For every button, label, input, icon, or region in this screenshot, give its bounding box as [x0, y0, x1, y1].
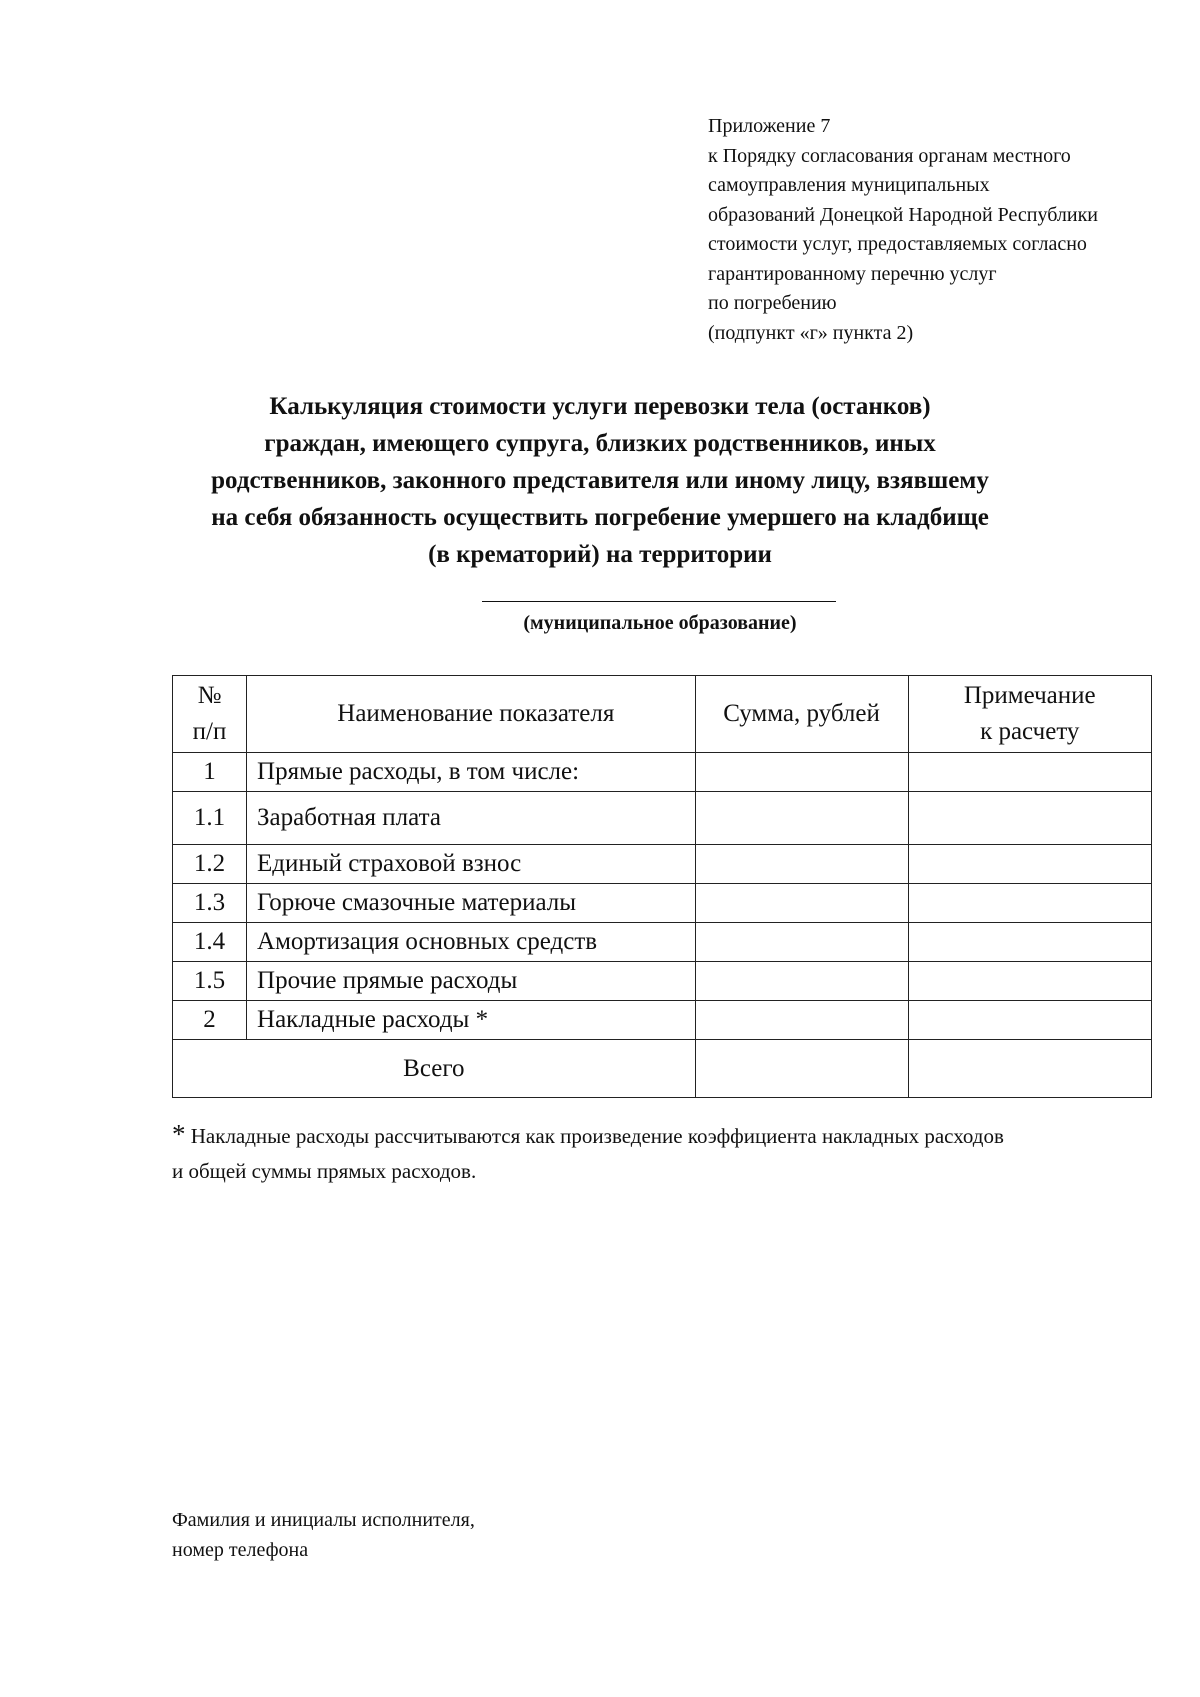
row-note-cell	[908, 792, 1152, 845]
header-name: Наименование показателя	[247, 676, 696, 753]
row-sum-cell	[695, 884, 908, 923]
header-number-line: п/п	[192, 718, 227, 745]
row-note-cell	[908, 884, 1152, 923]
row-name: Амортизация основных средств	[247, 923, 696, 962]
row-name: Заработная плата	[247, 792, 696, 845]
row-name: Прямые расходы, в том числе:	[247, 753, 696, 792]
executor-signature-block	[172, 1505, 475, 1565]
row-number: 1.4	[173, 923, 247, 962]
table-row	[173, 753, 1152, 792]
header-sum: Сумма, рублей	[695, 676, 908, 753]
row-sum-cell	[695, 923, 908, 962]
appendix-line: стоимости услуг, предоставляемых согласно	[708, 233, 1087, 255]
appendix-line: (подпункт «г» пункта 2)	[708, 321, 914, 344]
table-total-row	[173, 1040, 1152, 1098]
row-note-cell	[908, 753, 1152, 792]
table-row	[173, 962, 1152, 1001]
row-number: 1.5	[173, 962, 247, 1001]
appendix-line: к Порядку согласования органам местного	[708, 144, 1071, 167]
calculation-table	[172, 675, 1152, 1098]
document-title	[150, 388, 1050, 573]
row-name: Единый страховой взнос	[247, 845, 696, 884]
appendix-line: по погребению	[708, 292, 837, 314]
header-note-line: Примечание	[963, 682, 1096, 709]
row-sum-cell	[695, 845, 908, 884]
title-line: родственников, законного представителя или иному лицу, взявшему	[211, 467, 989, 494]
total-sum-cell	[695, 1040, 908, 1098]
appendix-line: Приложение 7	[708, 115, 831, 137]
header-number-line: №	[197, 682, 222, 709]
municipality-caption: (муниципальное образование)	[523, 612, 797, 634]
appendix-line: самоуправления муниципальных	[708, 174, 990, 196]
row-name: Накладные расходы *	[247, 1001, 696, 1040]
table-row	[173, 792, 1152, 845]
table-row	[173, 923, 1152, 962]
footnote-line: и общей суммы прямых расходов.	[172, 1159, 477, 1183]
row-sum-cell	[695, 792, 908, 845]
row-note-cell	[908, 923, 1152, 962]
header-note	[908, 676, 1152, 753]
appendix-line: гарантированному перечню услуг	[708, 262, 997, 285]
footnote-text: Накладные расходы рассчитываются как произведение коэффициента накладных расходов	[190, 1124, 1004, 1148]
appendix-line: образований Донецкой Народной Республики	[708, 203, 1098, 226]
executor-line: Фамилия и инициалы исполнителя,	[172, 1509, 475, 1531]
row-number: 1.3	[173, 884, 247, 923]
title-line: (в крематорий) на территории	[428, 541, 772, 568]
header-note-line: к расчету	[980, 718, 1080, 745]
municipality-blank-line	[482, 601, 836, 602]
footnote-star: *	[172, 1119, 186, 1149]
row-number: 1.1	[173, 792, 247, 845]
row-sum-cell	[695, 1001, 908, 1040]
title-line: на себя обязанность осуществить погребение умершего на кладбище	[211, 504, 989, 531]
table-row	[173, 884, 1152, 923]
table-header-row	[173, 676, 1152, 753]
footnote-line	[172, 1117, 1162, 1154]
row-number: 2	[173, 1001, 247, 1040]
row-sum-cell	[695, 753, 908, 792]
row-number: 1.2	[173, 845, 247, 884]
row-name: Горюче смазочные материалы	[247, 884, 696, 923]
row-note-cell	[908, 962, 1152, 1001]
row-note-cell	[908, 1001, 1152, 1040]
title-line: граждан, имеющего супруга, близких родственников, иных	[264, 430, 936, 457]
total-label: Всего	[173, 1040, 696, 1098]
row-sum-cell	[695, 962, 908, 1001]
appendix-reference	[708, 112, 1178, 348]
table-row	[173, 1001, 1152, 1040]
executor-line: номер телефона	[172, 1539, 309, 1561]
header-number	[173, 676, 247, 753]
row-number: 1	[173, 753, 247, 792]
row-name: Прочие прямые расходы	[247, 962, 696, 1001]
total-note-cell	[908, 1040, 1152, 1098]
footnote	[172, 1117, 1162, 1189]
title-line: Калькуляция стоимости услуги перевозки тела (останков)	[269, 393, 931, 420]
table-row	[173, 845, 1152, 884]
row-note-cell	[908, 845, 1152, 884]
